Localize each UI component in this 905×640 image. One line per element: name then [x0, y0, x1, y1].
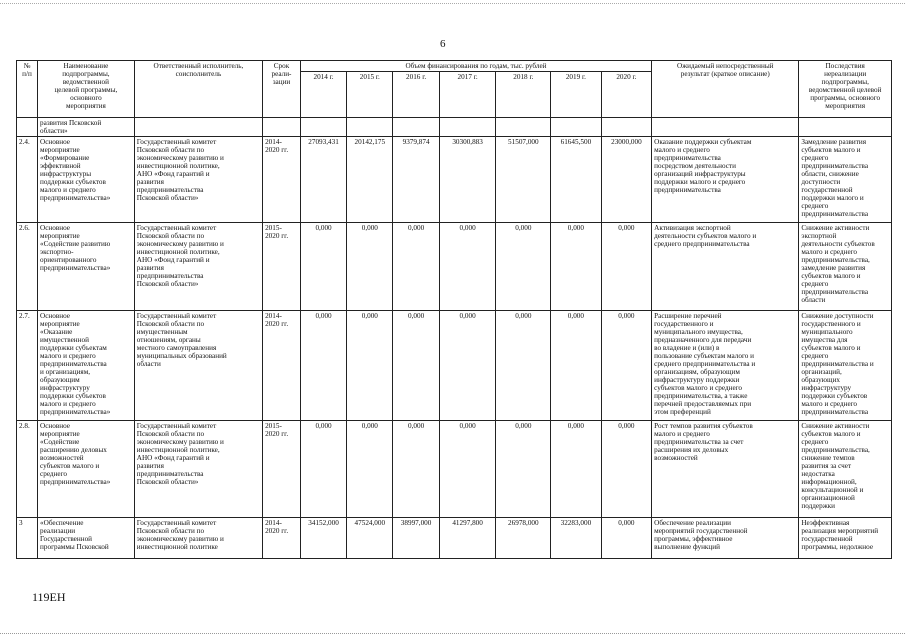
- row-value: 0,000: [496, 223, 551, 311]
- row-num: 2.4.: [17, 137, 38, 223]
- row-value: 41297,800: [439, 518, 496, 559]
- top-scan-edge: [0, 3, 905, 4]
- row-executor: Государственный комитет Псковской области по имущественным отношениям, органы местного самоуправления муниципальных образований области: [134, 311, 262, 421]
- header-executor: Ответственный исполнитель, соисполнитель: [134, 61, 262, 118]
- row-value: 23000,000: [601, 137, 652, 223]
- row-value: [439, 118, 496, 137]
- row-term: [263, 118, 301, 137]
- row-term: 2014- 2020 гг.: [263, 518, 301, 559]
- row-value: 26978,000: [496, 518, 551, 559]
- row-value: 9379,874: [393, 137, 439, 223]
- row-expected: Активизация экспортной деятельности субъектов малого и среднего предпринимательства: [652, 223, 799, 311]
- row-term: 2014- 2020 гг.: [263, 137, 301, 223]
- row-value: 0,000: [601, 421, 652, 518]
- header-year: 2015 г.: [347, 72, 393, 118]
- row-value: 51507,000: [496, 137, 551, 223]
- row-value: 27093,431: [300, 137, 346, 223]
- row-value: 0,000: [551, 311, 601, 421]
- header-year: 2019 г.: [551, 72, 601, 118]
- funding-table: [16, 60, 892, 559]
- row-consequences: Неэффективная реализация мероприятий государственной программы, недолжное: [799, 518, 892, 559]
- row-consequences: Снижение активности экспортной деятельности субъектов малого и среднего предпринимательства, замедление развития субъектов малого и среднего предпринимательства области: [799, 223, 892, 311]
- header-funding: Объем финансирования по годам, тыс. рублей: [300, 61, 651, 72]
- row-value: 0,000: [551, 421, 601, 518]
- header-name: Наименование подпрограммы, ведомственной целевой программы, основного мероприятия: [38, 61, 135, 118]
- row-value: 38997,000: [393, 518, 439, 559]
- row-consequences: Замедление развития субъектов малого и среднего предпринимательства области, снижение доступности государственной поддержки малого и среднего предпринимательства: [799, 137, 892, 223]
- row-value: 32283,000: [551, 518, 601, 559]
- row-value: 0,000: [439, 311, 496, 421]
- table-row: [17, 518, 892, 559]
- row-value: 61645,500: [551, 137, 601, 223]
- row-expected: Расширение перечней государственного и муниципального имущества, предназначенного для передачи во владение и (или) в пользование субъектам малого и среднего предпринимательства и организациям, образующим инфраструктуру поддержки субъектов малого и среднего предпринимательства, а также перечней предоставляемых при этом преференций: [652, 311, 799, 421]
- page-number: 6: [440, 38, 446, 50]
- header-num: № п/п: [17, 61, 38, 118]
- row-executor: [134, 118, 262, 137]
- row-value: 0,000: [300, 311, 346, 421]
- row-value: [300, 118, 346, 137]
- row-value: 0,000: [300, 223, 346, 311]
- document-code-footer: 119EH: [32, 590, 66, 604]
- row-value: 0,000: [496, 311, 551, 421]
- row-value: 0,000: [347, 223, 393, 311]
- row-value: 0,000: [347, 421, 393, 518]
- header-year: 2014 г.: [300, 72, 346, 118]
- row-consequences: Снижение активности субъектов малого и среднего предпринимательства, снижение темпов развития за счет недостатка информационной, консультационной и организационной поддержки: [799, 421, 892, 518]
- row-value: 0,000: [393, 223, 439, 311]
- row-name: развития Псковской области»: [38, 118, 135, 137]
- row-value: 30300,883: [439, 137, 496, 223]
- row-value: 34152,000: [300, 518, 346, 559]
- row-value: 0,000: [439, 421, 496, 518]
- row-value: 0,000: [439, 223, 496, 311]
- row-value: 47524,000: [347, 518, 393, 559]
- row-value: 0,000: [601, 311, 652, 421]
- row-value: [393, 118, 439, 137]
- row-expected: Оказание поддержки субъектам малого и среднего предпринимательства посредством деятельности организаций инфраструктуры поддержки малого и среднего предпринимательства: [652, 137, 799, 223]
- row-value: 0,000: [601, 223, 652, 311]
- row-name: Основное мероприятие «Содействие расширению деловых возможностей субъектов малого и среднего предпринимательства»: [38, 421, 135, 518]
- header-year: 2018 г.: [496, 72, 551, 118]
- row-value: 20142,175: [347, 137, 393, 223]
- header-row: [17, 61, 892, 72]
- table-row: [17, 223, 892, 311]
- row-consequences: Снижение доступности государственного и муниципального имущества для субъектов малого и среднего предпринимательства и организаций, образующих инфраструктуру поддержки субъектов малого и среднего предпринимательства: [799, 311, 892, 421]
- row-value: 0,000: [496, 421, 551, 518]
- header-consequences: Последствия нереализации подпрограммы, ведомственной целевой программы, основного мероприятия: [799, 61, 892, 118]
- row-name: Основное мероприятие «Содействие развитию экспортно- ориентированного предпринимательства»: [38, 223, 135, 311]
- table-row: [17, 137, 892, 223]
- row-num: 2.7.: [17, 311, 38, 421]
- row-consequences: [799, 118, 892, 137]
- header-expected: Ожидаемый непосредственный результат (краткое описание): [652, 61, 799, 118]
- row-num: 2.8.: [17, 421, 38, 518]
- row-value: 0,000: [300, 421, 346, 518]
- bottom-scan-edge: [0, 633, 905, 634]
- header-year: 2017 г.: [439, 72, 496, 118]
- row-term: 2015- 2020 гг.: [263, 223, 301, 311]
- row-expected: Обеспечение реализации мероприятий государственной программы, эффективное выполнение функций: [652, 518, 799, 559]
- row-executor: Государственный комитет Псковской области по экономическому развитию и инвестиционной политике, АНО «Фонд гарантий и развития предпринимательства Псковской области»: [134, 421, 262, 518]
- row-value: [551, 118, 601, 137]
- row-expected: [652, 118, 799, 137]
- row-num: [17, 118, 38, 137]
- row-term: 2014- 2020 гг.: [263, 311, 301, 421]
- table-row: [17, 118, 892, 137]
- row-num: 2.6.: [17, 223, 38, 311]
- row-value: 0,000: [551, 223, 601, 311]
- row-value: 0,000: [347, 311, 393, 421]
- row-executor: Государственный комитет Псковской области по экономическому развитию и инвестиционной политике, АНО «Фонд гарантий и развития предпринимательства Псковской области»: [134, 223, 262, 311]
- row-value: 0,000: [393, 421, 439, 518]
- row-executor: Государственный комитет Псковской области по экономическому развитию и инвестиционной политике, АНО «Фонд гарантий и развития предпринимательства Псковской области»: [134, 137, 262, 223]
- table-row: [17, 311, 892, 421]
- header-term: Срок реали- зации: [263, 61, 301, 118]
- row-executor: Государственный комитет Псковской области по экономическому развитию и инвестиционной политике: [134, 518, 262, 559]
- table-row: [17, 421, 892, 518]
- row-value: [496, 118, 551, 137]
- row-name: Основное мероприятие «Формирование эффективной инфраструктуры поддержки субъектов малого и среднего предпринимательства»: [38, 137, 135, 223]
- row-expected: Рост темпов развития субъектов малого и среднего предпринимательства за счет расширения их деловых возможностей: [652, 421, 799, 518]
- header-year: 2016 г.: [393, 72, 439, 118]
- row-value: [601, 118, 652, 137]
- row-value: 0,000: [601, 518, 652, 559]
- row-value: 0,000: [393, 311, 439, 421]
- header-year: 2020 г.: [601, 72, 652, 118]
- row-name: Основное мероприятие «Оказание имущественной поддержки субъектам малого и среднего предпринимательства и организациям, образующим инфраструктуру поддержки субъектов малого и среднего предпринимательства»: [38, 311, 135, 421]
- row-num: 3: [17, 518, 38, 559]
- row-term: 2015- 2020 гг.: [263, 421, 301, 518]
- row-value: [347, 118, 393, 137]
- row-name: «Обеспечение реализации Государственной программы Псковской: [38, 518, 135, 559]
